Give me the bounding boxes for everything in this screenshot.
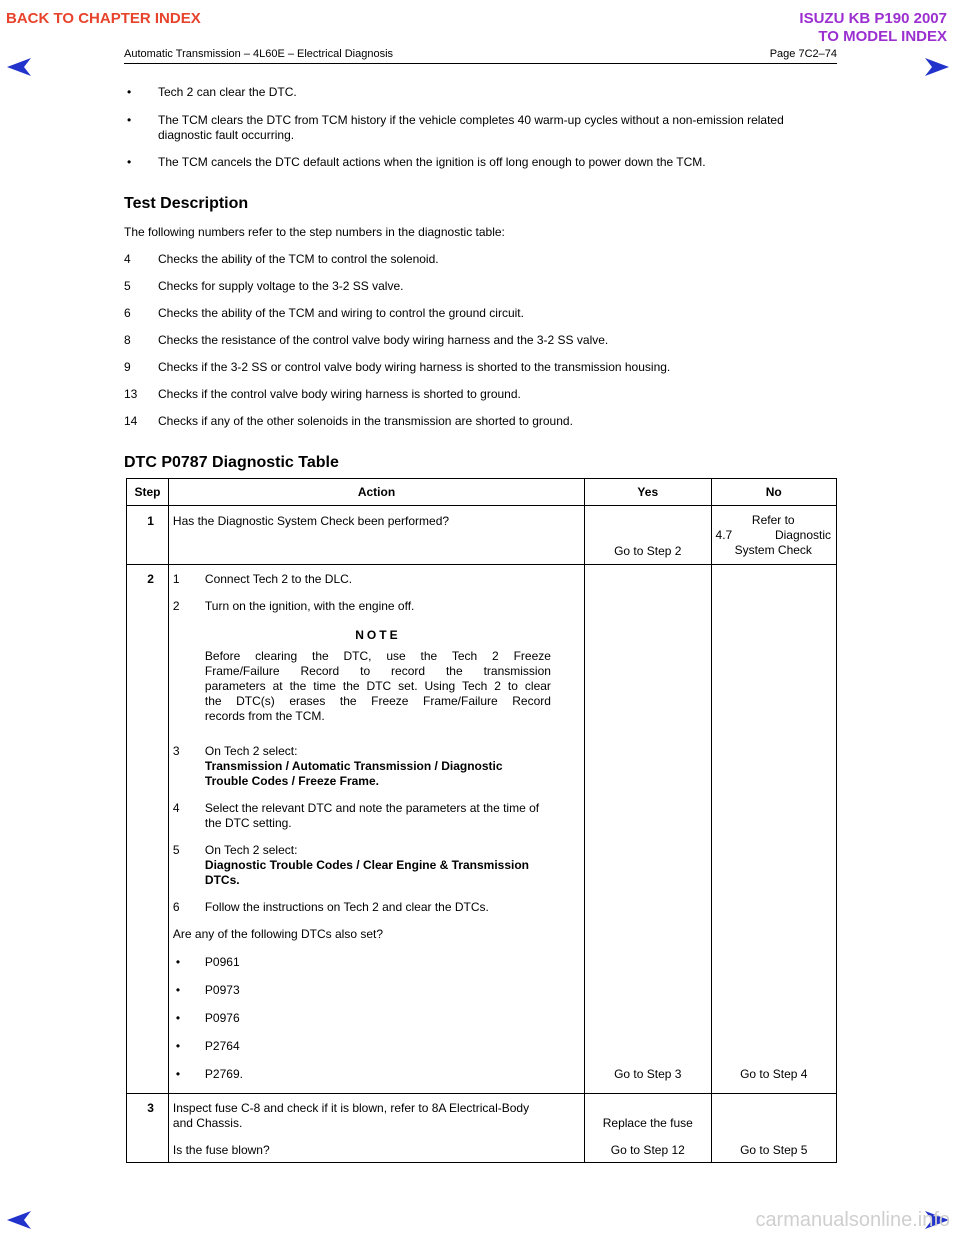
yes-action-text: Replace the fuse (602, 1116, 693, 1130)
step-number: 14 (124, 414, 138, 428)
substep-text (205, 843, 529, 888)
to-model-index-link[interactable]: TO MODEL INDEX (818, 28, 947, 45)
menu-path: Trouble Codes / Freeze Frame. (204, 774, 379, 788)
step-description: Checks the ability of the TCM to control the solenoid. (158, 252, 439, 266)
no-text-line: Refer to (751, 513, 795, 527)
bullet-icon: • (127, 85, 132, 99)
yes-link[interactable]: Go to Step 3 (614, 1067, 682, 1081)
column-header-yes: Yes (585, 479, 711, 506)
step-number: 1 (147, 514, 154, 528)
step-number: 2 (147, 572, 154, 586)
no-link[interactable]: Go to Step 4 (740, 1067, 808, 1081)
action-text-line: and Chassis. (172, 1116, 243, 1130)
dtc-code: P0976 (204, 1011, 240, 1025)
action-text (173, 1101, 529, 1131)
test-description-intro: The following numbers refer to the step numbers in the diagnostic table: (124, 225, 505, 239)
no-result[interactable] (716, 513, 831, 558)
step-number: 6 (124, 306, 131, 320)
running-header (124, 48, 837, 64)
dtc-code: P2769. (204, 1067, 243, 1081)
back-to-chapter-index-link[interactable]: BACK TO CHAPTER INDEX (6, 10, 201, 27)
substep-text: Turn on the ignition, with the engine off. (204, 599, 415, 613)
action-cell (168, 506, 584, 565)
model-index-block[interactable] (799, 10, 947, 46)
table-row (127, 565, 837, 1094)
no-cell (711, 1094, 836, 1163)
bullet-item (124, 85, 824, 100)
note-line: the DTC(s) erases the Freeze Frame/Failure Record (204, 694, 551, 708)
menu-path: Diagnostic Trouble Codes / Clear Engine & Transmission (204, 858, 529, 872)
substep-text-line: On Tech 2 select: (204, 843, 298, 857)
test-description-item (124, 279, 824, 294)
step-cell (127, 506, 169, 565)
no-text-line (716, 528, 831, 543)
step-cell (127, 565, 169, 1094)
table-row (127, 1094, 837, 1163)
bullet-icon: • (175, 1039, 181, 1053)
dtc-code: P0973 (204, 983, 240, 997)
no-text-title: Diagnostic (774, 528, 831, 542)
table-row (127, 506, 837, 565)
diagnostic-table (126, 478, 837, 1163)
bullet-text: The TCM cancels the DTC default actions when the ignition is off long enough to power down the TCM. (158, 155, 706, 169)
bullet-item (124, 113, 824, 143)
column-header-no: No (711, 479, 836, 506)
diagnostic-table-heading: DTC P0787 Diagnostic Table (124, 454, 339, 471)
step-description: Checks if any of the other solenoids in the transmission are shorted to ground. (158, 414, 573, 428)
menu-path: DTCs. (204, 873, 240, 887)
substep-number: 5 (172, 843, 180, 857)
bullet-text: Tech 2 can clear the DTC. (158, 85, 297, 99)
substep-text: Follow the instructions on Tech 2 and clear the DTCs. (204, 900, 489, 914)
substep-text (205, 744, 503, 789)
step-number: 3 (147, 1101, 154, 1115)
bullet-icon: • (175, 1067, 181, 1081)
substep-number: 1 (172, 572, 180, 586)
yes-link[interactable]: Go to Step 12 (610, 1143, 685, 1157)
substep-number: 4 (172, 801, 180, 815)
test-description-heading: Test Description (124, 195, 249, 212)
step-description: Checks the resistance of the control valve body wiring harness and the 3-2 SS valve. (158, 333, 609, 347)
bullet-icon: • (127, 155, 132, 169)
note-line: Frame/Failure Record to record the transmission (204, 664, 551, 678)
substep-text: Connect Tech 2 to the DLC. (204, 572, 353, 586)
note-body (205, 649, 551, 724)
action-text: Has the Diagnostic System Check been performed? (172, 514, 450, 528)
substep-text-line: the DTC setting. (204, 816, 292, 830)
step-description: Checks if the 3-2 SS or control valve body wiring harness is shorted to the transmission housing. (158, 360, 671, 374)
test-description-item (124, 387, 824, 402)
substep-text (205, 801, 539, 831)
action-cell (168, 1094, 584, 1163)
question-text: Are any of the following DTCs also set? (172, 927, 384, 941)
next-page-arrow-icon[interactable] (924, 57, 950, 77)
page-number: Page 7C2–74 (769, 48, 837, 60)
step-number: 13 (124, 387, 138, 401)
bullet-item (124, 155, 824, 170)
bullet-icon: • (175, 983, 181, 997)
dtc-code: P2764 (204, 1039, 240, 1053)
column-header-action: Action (168, 479, 584, 506)
menu-path: Transmission / Automatic Transmission / Diagnostic (204, 759, 503, 773)
dtc-code: P0961 (204, 955, 240, 969)
substep-number: 6 (172, 900, 180, 914)
no-cell (711, 506, 836, 565)
step-description: Checks for supply voltage to the 3-2 SS valve. (158, 279, 404, 293)
question-text: Is the fuse blown? (172, 1143, 270, 1157)
yes-cell (585, 1094, 711, 1163)
step-description: Checks the ability of the TCM and wiring to control the ground circuit. (158, 306, 524, 320)
test-description-item (124, 252, 824, 267)
test-description-item (124, 414, 824, 429)
action-cell (168, 565, 584, 1094)
previous-page-arrow-icon[interactable] (6, 1210, 32, 1230)
watermark-text: carmanualsonline.info (755, 1209, 950, 1231)
note-title: NOTE (355, 628, 401, 642)
test-description-item (124, 333, 824, 348)
no-cell (711, 565, 836, 1094)
bullet-icon: • (127, 113, 132, 127)
step-number: 9 (124, 360, 131, 374)
note-line: parameters at the time the DTC set. Using Tech 2 to clear (204, 679, 551, 693)
no-link[interactable]: Go to Step 5 (740, 1143, 808, 1157)
bullet-icon: • (175, 1011, 181, 1025)
table-header-row (127, 479, 837, 506)
bullet-icon: • (175, 955, 181, 969)
bullet-text: The TCM clears the DTC from TCM history if the vehicle completes 40 warm-up cycles without a non-emission related diagnostic fault occurring. (158, 113, 784, 142)
no-text-line: System Check (734, 543, 812, 557)
note-line: records from the TCM. (204, 709, 325, 723)
step-number: 8 (124, 333, 131, 347)
model-title-link[interactable]: ISUZU KB P190 2007 (799, 10, 947, 27)
previous-page-arrow-icon[interactable] (6, 57, 32, 77)
note-line: Before clearing the DTC, use the Tech 2 Freeze (204, 649, 551, 663)
no-text-section: 4.7 (715, 528, 733, 542)
step-number: 4 (124, 252, 131, 266)
column-header-step: Step (127, 479, 169, 506)
yes-cell (585, 565, 711, 1094)
test-description-item (124, 360, 824, 375)
substep-number: 2 (172, 599, 180, 613)
running-header-title: Automatic Transmission – 4L60E – Electrical Diagnosis (124, 48, 394, 60)
test-description-item (124, 306, 824, 321)
action-text-line: Inspect fuse C-8 and check if it is blown, refer to 8A Electrical-Body (172, 1101, 530, 1115)
yes-link[interactable]: Go to Step 2 (614, 544, 682, 558)
substep-number: 3 (172, 744, 180, 758)
yes-cell (585, 506, 711, 565)
substep-text-line: On Tech 2 select: (204, 744, 298, 758)
step-cell (127, 1094, 169, 1163)
substep-text-line: Select the relevant DTC and note the parameters at the time of (204, 801, 540, 815)
step-number: 5 (124, 279, 131, 293)
step-description: Checks if the control valve body wiring harness is shorted to ground. (158, 387, 521, 401)
